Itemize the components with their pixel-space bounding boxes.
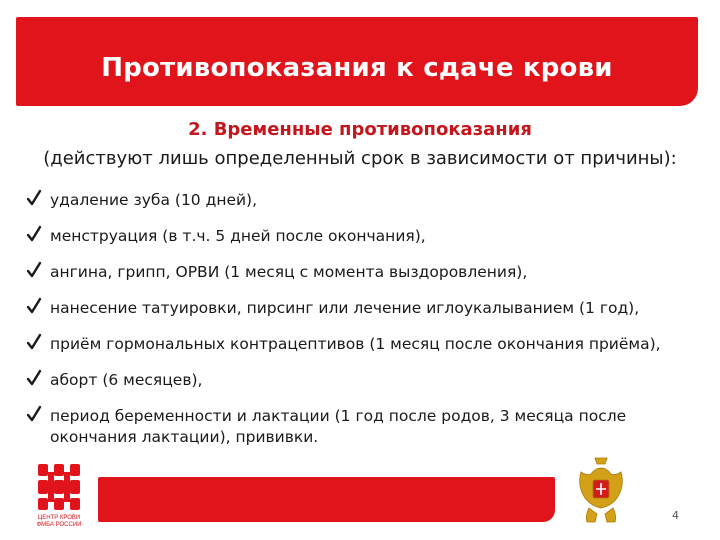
page-number: 4 xyxy=(672,509,679,522)
title-banner xyxy=(16,17,698,106)
list-item xyxy=(24,226,704,247)
list-item-text: аборт (6 месяцев), xyxy=(50,371,203,389)
list-item-text: нанесение татуировки, пирсинг или лечение иглоукалыванием (1 год), xyxy=(50,299,640,317)
checkmark-icon xyxy=(26,369,42,387)
list-item xyxy=(24,406,704,448)
checkmark-icon xyxy=(26,333,42,351)
list-item-text: ангина, грипп, ОРВИ (1 месяц с момента выздоровления), xyxy=(50,263,528,281)
double-headed-eagle-emblem-icon xyxy=(575,454,627,528)
list-item xyxy=(24,262,704,283)
list-item xyxy=(24,334,704,355)
list-item-text: менструация (в т.ч. 5 дней после окончания), xyxy=(50,227,426,245)
section-subtitle-note: (действуют лишь определенный срок в зависимости от причины): xyxy=(43,148,677,169)
list-item xyxy=(24,298,704,319)
checkmark-icon xyxy=(26,225,42,243)
checkmark-icon xyxy=(26,405,42,423)
list-item-text: приём гормональных контрацептивов (1 месяц после окончания приёма), xyxy=(50,335,661,353)
list-item-text: удаление зуба (10 дней), xyxy=(50,191,258,209)
list-item xyxy=(24,370,704,391)
slide-title: Противопоказания к сдаче крови xyxy=(101,52,613,83)
blood-center-logo xyxy=(34,462,84,528)
checkmark-icon xyxy=(26,297,42,315)
list-item-text: период беременности и лактации (1 год после родов, 3 месяца после окончания лактации), прививки. xyxy=(50,407,627,446)
checkmark-icon xyxy=(26,261,42,279)
contraindications-list xyxy=(24,190,704,463)
footer-bar xyxy=(98,477,555,522)
section-subtitle: 2. Временные противопоказания xyxy=(188,119,532,140)
logo-text-line-1: ЦЕНТР КРОВИ xyxy=(37,515,81,521)
list-item xyxy=(24,190,704,211)
logo-text-line-2: ФМБА РОССИИ xyxy=(36,522,82,528)
checkmark-icon xyxy=(26,189,42,207)
